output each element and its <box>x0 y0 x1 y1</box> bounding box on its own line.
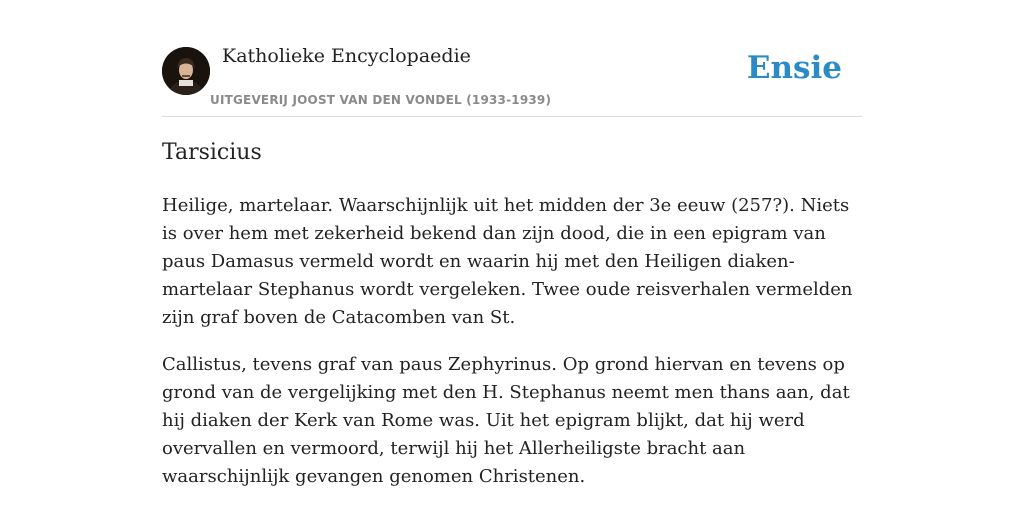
publication-title[interactable]: Katholieke Encyclopaedie <box>222 45 471 67</box>
portrait-icon <box>162 47 210 95</box>
publication-header <box>162 40 862 117</box>
article-paragraph: Heilige, martelaar. Waarschijnlijk uit het midden der 3e eeuw (257?). Niets is over hem met zekerheid bekend dan zijn dood, die in een epigram van paus Damasus vermeld wordt en waarin hij met den Heiligen diaken-martelaar Stephanus wordt vergeleken. Twee oude reisverhalen vermelden zijn graf boven de Catacomben van St. <box>162 195 853 328</box>
publication-subtitle: UITGEVERIJ JOOST VAN DEN VONDEL (1933-1939) <box>210 93 552 107</box>
brand-logo-link[interactable]: Ensie <box>746 50 842 86</box>
publication-avatar[interactable] <box>162 47 210 95</box>
article-paragraph: Callistus, tevens graf van paus Zephyrinus. Op grond hiervan en tevens op grond van de vergelijking met den H. Stephanus neemt men thans aan, dat hij diaken der Kerk van Rome was. Uit het epigram blijkt, dat hij werd overvallen en vermoord, terwijl hij het Allerheiligste bracht aan waarschijnlijk gevangen genomen Christenen. <box>162 354 850 487</box>
article-title: Tarsicius <box>162 140 262 165</box>
article-body <box>162 192 866 510</box>
